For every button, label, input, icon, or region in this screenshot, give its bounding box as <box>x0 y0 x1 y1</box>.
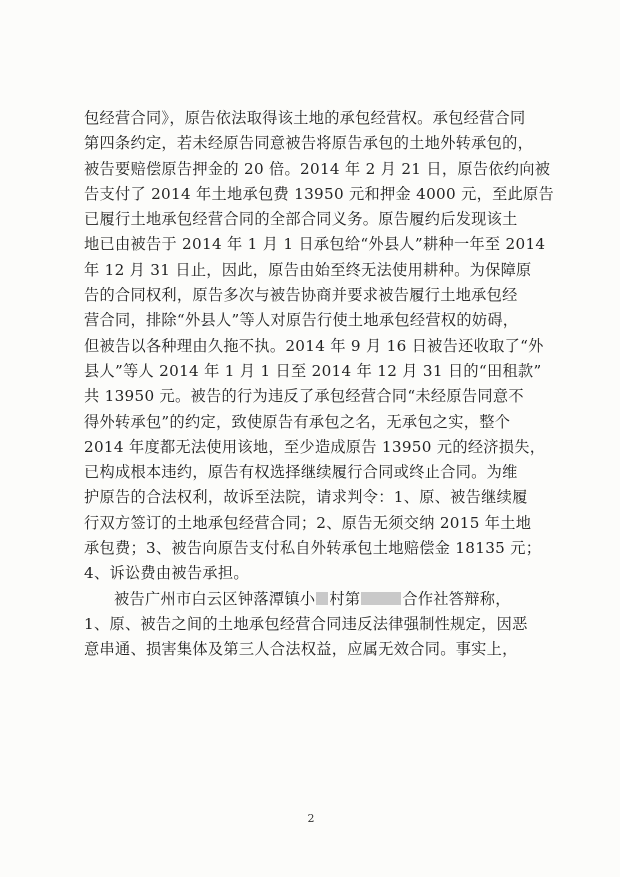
text-line: 但被告以各种理由久拖不执。2014 年 9 月 16 日被告还收取了“外 <box>84 336 544 355</box>
defense-intro-line <box>84 587 554 612</box>
redaction-block <box>316 592 328 605</box>
text-line: 已履行土地承包经营合同的全部合同义务。原告履约后发现该土 <box>84 210 518 229</box>
defense-intro-text: 被告广州市白云区钟落潭镇小 <box>114 589 316 608</box>
text-line: 承包费；3、被告向原告支付私自外转承包土地赔偿金 18135 元； <box>84 539 542 558</box>
page-number: 2 <box>307 812 315 825</box>
text-line: 第四条约定，若未经原告同意被告将原告承包的土地外转承包的， <box>84 134 534 153</box>
text-line: 行双方签订的土地承包经营合同；2、原告无须交纳 2015 年土地 <box>84 513 532 532</box>
text-line: 意串通、损害集体及第三人合法权益，应属无效合同。事实上， <box>84 640 518 659</box>
text-line: 年 12 月 31 日止，因此，原告由始至终无法使用耕种。为保障原 <box>84 260 532 279</box>
text-line: 得外转承包”的约定，致使原告有承包之名，无承包之实，整个 <box>84 412 511 431</box>
text-line: 共 13950 元。被告的行为违反了承包经营合同“未经原告同意不 <box>84 387 524 406</box>
text-line: 告的合同权利，原告多次与被告协商并要求被告履行土地承包经 <box>84 286 518 305</box>
text-line: 告支付了 2014 年土地承包费 13950 元和押金 4000 元，至此原告 <box>84 184 555 203</box>
text-line: 1、原、被告之间的土地承包经营合同违反法律强制性规定，因恶 <box>84 614 528 633</box>
redaction-block <box>361 592 401 605</box>
text-line: 4、诉讼费由被告承担。 <box>84 564 249 583</box>
defense-intro-text: 村第 <box>329 589 361 608</box>
text-line: 护原告的合法权利，故诉至法院，请求判令：1、原、被告继续履 <box>84 488 528 507</box>
text-line: 包经营合同》，原告依法取得该土地的承包经营权。承包经营合同 <box>84 109 526 127</box>
document-body <box>84 106 554 663</box>
defense-intro-text: 合作社答辩称， <box>402 589 511 608</box>
text-line: 地已由被告于 2014 年 1 月 1 日承包给“外县人”耕种一年至 2014 <box>84 235 546 254</box>
text-line: 营合同，排除“外县人”等人对原告行使土地承包经营权的妨碍， <box>84 311 519 330</box>
text-line: 已构成根本违约，原告有权选择继续履行合同或终止合同。为维 <box>84 463 518 482</box>
text-line: 县人”等人 2014 年 1 月 1 日至 2014 年 12 月 31 日的“田租款” <box>84 361 542 380</box>
text-line: 被告要赔偿原告押金的 20 倍。2014 年 2 月 21 日，原告依约向被 <box>84 159 551 178</box>
text-line: 2014 年度都无法使用该地，至少造成原告 13950 元的经济损失， <box>84 437 546 456</box>
